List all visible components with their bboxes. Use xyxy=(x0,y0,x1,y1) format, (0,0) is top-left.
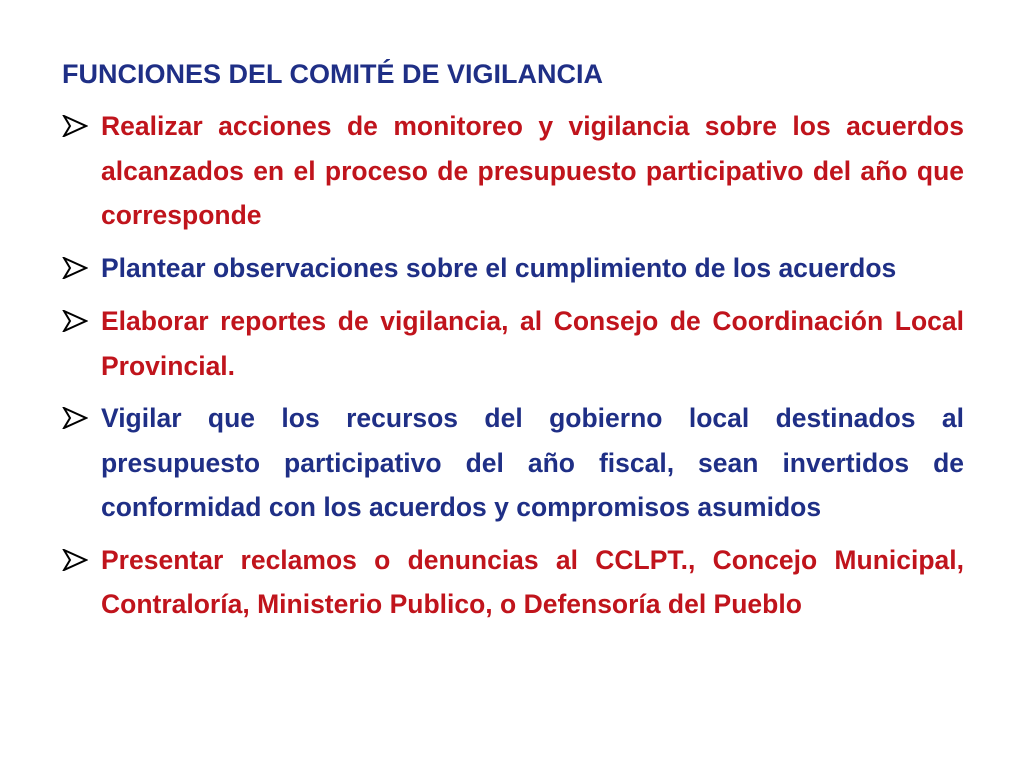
arrowhead-bullet-icon xyxy=(62,549,88,571)
arrowhead-bullet-icon xyxy=(62,310,88,332)
list-item-text: Realizar acciones de monitoreo y vigilancia sobre los acuerdos alcanzados en el proceso de presupuesto participativo del año que corresponde xyxy=(101,111,964,230)
arrowhead-bullet-icon xyxy=(62,257,88,279)
list-item xyxy=(62,396,964,530)
list-item xyxy=(62,246,964,291)
arrowhead-bullet-icon xyxy=(62,115,88,137)
list-item-text: Elaborar reportes de vigilancia, al Consejo de Coordinación Local Provincial. xyxy=(101,306,964,381)
slide-title: FUNCIONES DEL COMITÉ DE VIGILANCIA xyxy=(62,59,604,89)
list-item-text: Presentar reclamos o denuncias al CCLPT., Concejo Municipal, Contraloría, Ministerio Publico, o Defensoría del Pueblo xyxy=(101,544,964,619)
list-item xyxy=(62,104,964,238)
list-item xyxy=(62,299,964,388)
bullet-list xyxy=(62,104,964,635)
list-item xyxy=(62,538,964,627)
list-item-text: Vigilar que los recursos del gobierno local destinados al presupuesto participativo del año fiscal, sean invertidos de conformidad con los acuerdos y compromisos asumidos xyxy=(101,403,964,522)
list-item-text: Plantear observaciones sobre el cumplimiento de los acuerdos xyxy=(101,252,897,283)
arrowhead-bullet-icon xyxy=(62,407,88,429)
